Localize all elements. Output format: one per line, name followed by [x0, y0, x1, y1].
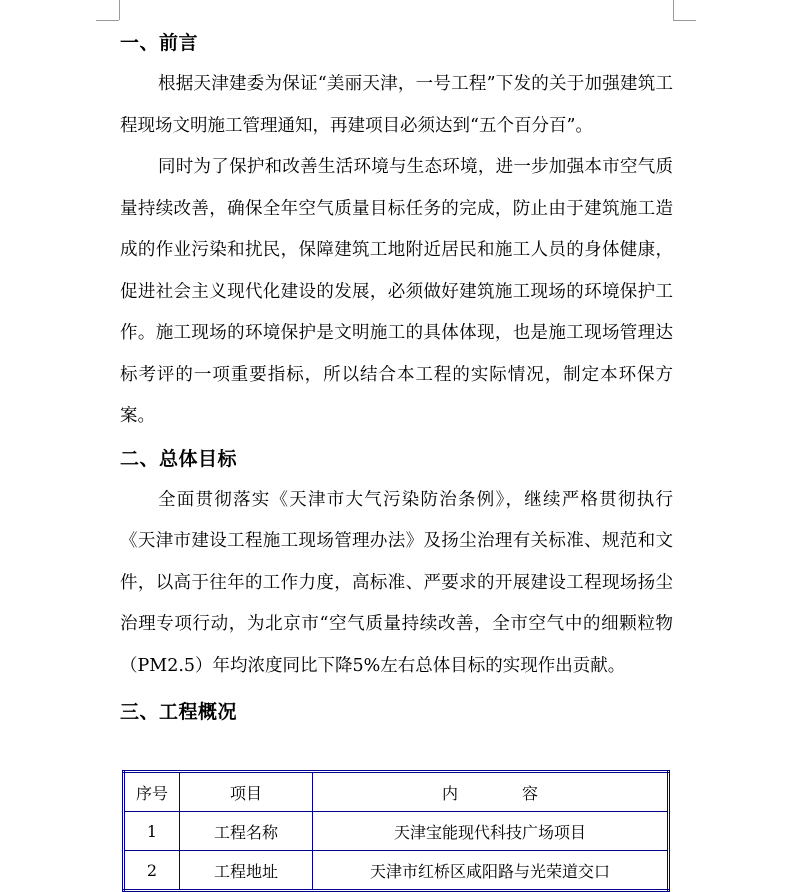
crop-mark-top-left-horizontal — [96, 20, 119, 21]
section-heading-overall-goal: 二、总体目标 — [120, 447, 238, 470]
project-overview-table — [122, 770, 670, 892]
table-cell: 1 — [124, 812, 180, 851]
crop-mark-top-right-horizontal — [673, 20, 696, 21]
document-body — [120, 22, 673, 733]
table-header-cell: 内 容 — [313, 772, 669, 812]
preface-paragraph-2: 同时为了保护和改善生活环境与生态环境，进一步加强本市空气质量持续改善，确保全年空气质量目标任务的完成，防止由于建筑施工造成的作业污染和扰民，保障建筑工地附近居民和施工人员的身体健康，促进社会主义现代化建设的发展，必须做好建筑施工现场的环境保护工作。施工现场的环境保护是文明施工的具体体现，也是施工现场管理达标考评的一项重要指标，所以结合本工程的实际情况，制定本环保方案。 — [120, 157, 673, 426]
overall-goal-paragraph: 全面贯彻落实《天津市大气污染防治条例》，继续严格贯彻执行《天津市建设工程施工现场管理办法》及扬尘治理有关标准、规范和文件，以高于往年的工作力度，高标准、严要求的开展建设工程现场扬尘治理专项行动，为北京市“空气质量持续改善，全市空气中的细颗粒物（PM2.5）年均浓度同比下降5%左右总体目标的实现作出贡献。 — [120, 489, 673, 676]
crop-mark-top-left-vertical — [119, 0, 120, 20]
table-cell: 工程地址 — [180, 851, 313, 891]
crop-mark-top-right-vertical — [673, 0, 674, 20]
section-heading-preface: 一、前言 — [120, 32, 199, 54]
table-cell: 工程名称 — [180, 812, 313, 851]
section-heading-project-overview: 三、工程概况 — [120, 701, 238, 723]
table-cell: 天津宝能现代科技广场项目 — [313, 812, 669, 851]
preface-paragraph-1: 根据天津建委为保证“美丽天津，一号工程”下发的关于加强建筑工程现场文明施工管理通知，再建项目必须达到“五个百分百”。 — [120, 74, 673, 136]
table-header-cell: 序号 — [124, 772, 180, 812]
table-header-row — [124, 772, 669, 812]
table-cell: 2 — [124, 851, 180, 891]
table-cell: 天津市红桥区咸阳路与光荣道交口 — [313, 851, 669, 891]
table-row — [124, 851, 669, 891]
table-header-cell: 项目 — [180, 772, 313, 812]
table-row — [124, 812, 669, 851]
